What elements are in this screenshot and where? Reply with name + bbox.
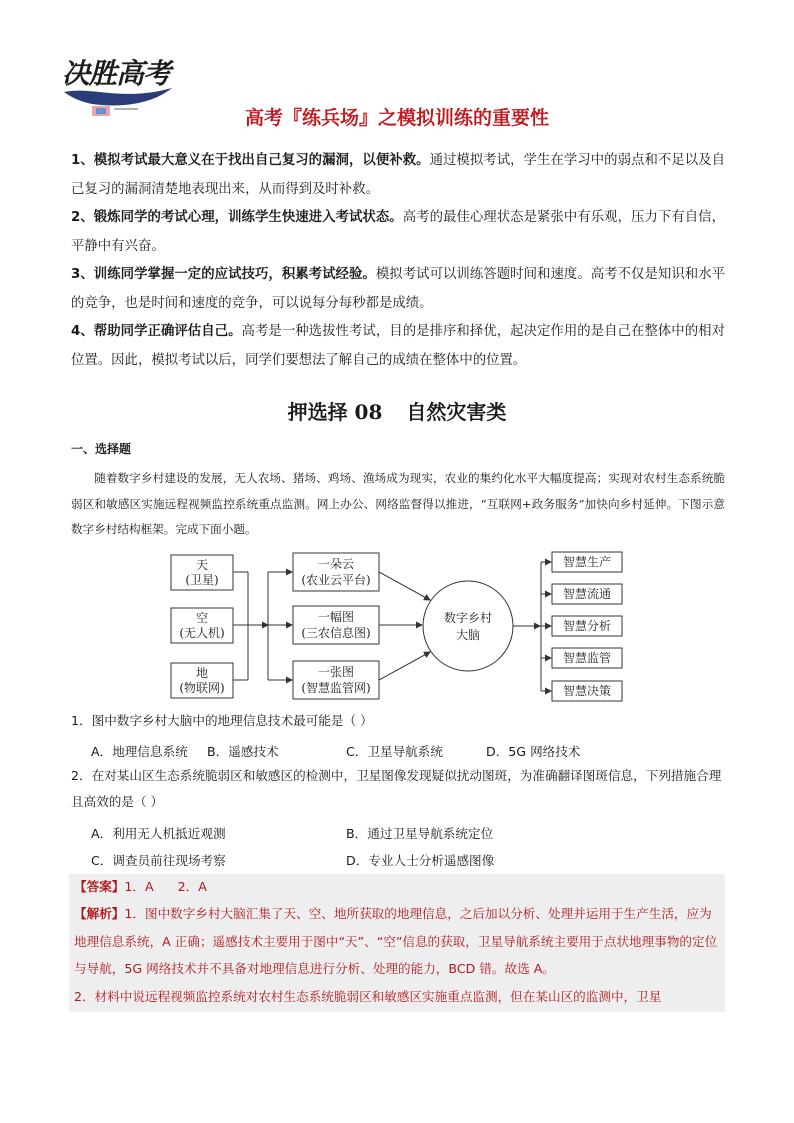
intro-paragraph-2 <box>71 203 725 261</box>
intro-text-3: 模拟考试可以训练答题时间和速度。高考不仅是知识和水平的竞争，也是时间和速度的竞争，可以说每分每秒都是成绩。 <box>71 267 725 311</box>
page-title: 高考『练兵场』之模拟训练的重要性 <box>244 107 549 129</box>
question-1-option-a: A．地理信息系统 <box>91 744 188 759</box>
intro-text-2: 高考的最佳心理状态是紧张中有乐观，压力下有自信，平静中有兴奋。 <box>71 210 725 254</box>
intro-bold-1: 1、模拟考试最大意义在于找出自己复习的漏洞，以便补救。 <box>71 153 430 168</box>
intro-bold-4: 4、帮助同学正确评估自己。 <box>71 324 242 339</box>
intro-bold-2: 2、锻炼同学的考试心理，训练学生快速进入考试状态。 <box>71 210 403 225</box>
section-title <box>0 396 794 425</box>
svg-text:天: 天 <box>195 558 209 572</box>
svg-text:空: 空 <box>195 611 209 625</box>
svg-text:(智慧监管网): (智慧监管网) <box>301 681 371 695</box>
diagram-right-box-5 <box>552 681 622 701</box>
svg-text:智慧监管: 智慧监管 <box>562 651 612 665</box>
question-1-option-d: D．5G 网络技术 <box>486 744 581 759</box>
svg-text:智慧生产: 智慧生产 <box>562 555 612 569</box>
question-2-stem: 2．在对某山区生态系统脆弱区和敏感区的检测中，卫星图像发现疑似扰动图斑，为准确翻译图斑信息，下列措施合理且高效的是（ ） <box>71 768 722 809</box>
answer-label: 【答案】 <box>74 879 125 894</box>
analysis-text-1: 1．图中数字乡村大脑汇集了天、空、地所获取的地理信息，之后加以分析、处理并运用于生产生活，应为地理信息系统，A 正确；遥感技术主要用于图中“天”、“空”信息的获取，卫星导航系统主要用于点状地理事物的定位与导航，5G 网络技术并不具备对地理信息进行分析、处理的能力，BCD 错。故选 A。 <box>74 906 718 976</box>
svg-text:一幅图: 一幅图 <box>317 610 355 624</box>
svg-text:数字乡村: 数字乡村 <box>443 611 493 625</box>
answer-text: 1．A 2．A <box>124 879 207 894</box>
question-2-option-b: B．通过卫星导航系统定位 <box>346 826 494 841</box>
intro-paragraph-3 <box>71 260 725 318</box>
svg-text:一张图: 一张图 <box>317 665 355 679</box>
svg-text:地: 地 <box>195 666 209 680</box>
structure-diagram <box>168 550 638 705</box>
svg-text:(无人机): (无人机) <box>179 626 225 640</box>
diagram-left-box-3 <box>171 663 233 698</box>
svg-text:大脑: 大脑 <box>455 628 481 642</box>
logo-text: 决胜高考 <box>62 57 171 90</box>
section-title-a: 押选择 08 <box>287 400 383 424</box>
svg-text:一朵云: 一朵云 <box>317 557 355 571</box>
diagram-center-circle <box>423 581 513 671</box>
section-subtitle: 一、选择题 <box>71 442 132 456</box>
intro-text-1: 通过模拟考试，学生在学习中的弱点和不足以及自己复习的漏洞清楚地表现出来，从而得到及时补救。 <box>71 153 725 197</box>
question-2-option-d: D．专业人士分析遥感图像 <box>346 853 495 868</box>
question-2-option-a: A．利用无人机抵近观测 <box>91 826 226 841</box>
svg-text:(卫星): (卫星) <box>185 573 219 587</box>
analysis-paragraph-1 <box>74 900 724 983</box>
diagram-left-box-1 <box>171 555 233 590</box>
svg-text:(三农信息图): (三农信息图) <box>301 626 371 640</box>
diagram-middle-box-3 <box>293 661 379 699</box>
analysis-label: 【解析】 <box>74 906 125 921</box>
diagram-left-box-2 <box>171 608 233 643</box>
question-1-option-b: B．遥感技术 <box>207 744 279 759</box>
diagram-right-box-1 <box>552 552 622 572</box>
diagram-right-box-2 <box>552 584 622 604</box>
intro-paragraph-1 <box>71 146 725 204</box>
diagram-right-box-3 <box>552 616 622 636</box>
question-1-stem: 1．图中数字乡村大脑中的地理信息技术最可能是（ ） <box>71 713 373 728</box>
diagram-right-box-4 <box>552 648 622 668</box>
svg-text:(农业云平台): (农业云平台) <box>301 573 371 587</box>
answer-line <box>74 873 724 901</box>
question-1-option-c: C．卫星导航系统 <box>346 744 443 759</box>
diagram-middle-box-1 <box>293 553 379 591</box>
section-title-b: 自然灾害类 <box>406 400 507 424</box>
question-2-option-c: C．调查员前往现场考察 <box>91 853 226 868</box>
intro-paragraph-4 <box>71 317 725 375</box>
analysis-paragraph-2: 2．材料中说远程视频监控系统对农村生态系统脆弱区和敏感区实施重点监测，但在某山区的监测中，卫星 <box>74 989 662 1004</box>
material-text: 随着数字乡村建设的发展，无人农场、猪场、鸡场、渔场成为现实，农业的集约化水平大幅度提高；实现对农村生态系统脆弱区和敏感区实施远程视频监控系统重点监测。网上办公、网络监督得以推进，“互联网+政务服务”加快向乡村延伸。下图示意数字乡村结构框架。完成下面小题。 <box>71 471 725 536</box>
diagram-middle-box-2 <box>293 606 379 644</box>
intro-text-4: 高考是一种选拔性考试，目的是排序和择优，起决定作用的是自己在整体中的相对位置。因此，模拟考试以后，同学们要想法了解自己的成绩在整体中的位置。 <box>71 324 725 368</box>
svg-text:(物联网): (物联网) <box>179 681 225 695</box>
svg-text:智慧流通: 智慧流通 <box>562 587 612 601</box>
svg-text:智慧决策: 智慧决策 <box>562 684 612 698</box>
svg-text:智慧分析: 智慧分析 <box>562 619 612 633</box>
intro-bold-3: 3、训练同学掌握一定的应试技巧，积累考试经验。 <box>71 267 376 282</box>
